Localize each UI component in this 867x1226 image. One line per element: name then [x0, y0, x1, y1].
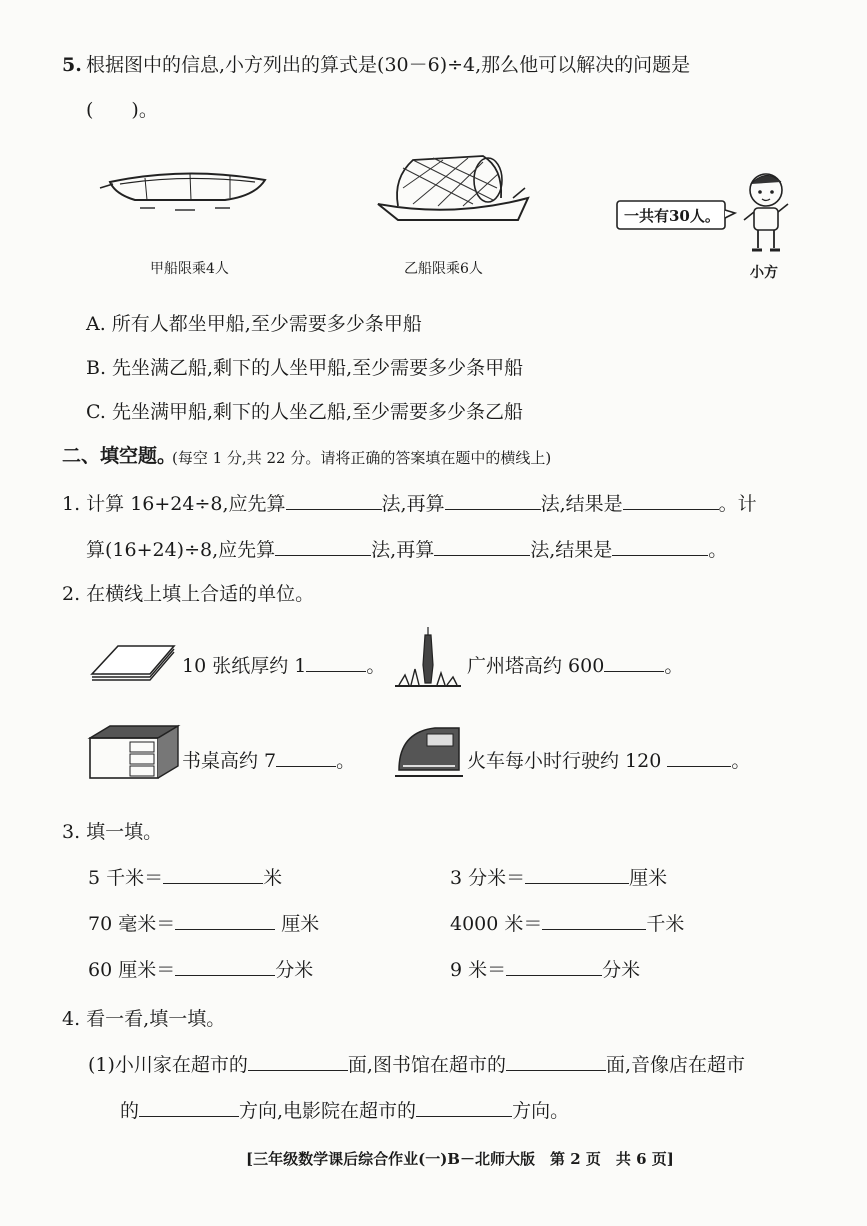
q4-line2: 的 方向,电影院在超市的 方向。 [120, 1100, 570, 1122]
paper-stack-icon [88, 640, 178, 682]
q3-blank-6[interactable] [506, 957, 602, 976]
q3-row3-right: 9 米＝ 分米 [450, 959, 641, 981]
desk-icon [88, 724, 180, 782]
q1-blank-1[interactable] [286, 491, 382, 510]
q1-line1: 1. 计算 16+24÷8,应先算 法,再算 法,结果是 。计 [62, 493, 757, 515]
q2-blank-paper[interactable] [306, 653, 366, 672]
q1-line2: 算(16+24)÷8,应先算 法,再算 法,结果是 。 [86, 539, 728, 561]
q3-row2-right: 4000 米＝ 千米 [450, 913, 685, 935]
q2-title: 2. 在横线上填上合适的单位。 [62, 583, 315, 605]
q5-answer-paren: ( )。 [86, 99, 158, 121]
q5-option-a[interactable]: A. 所有人都坐甲船,至少需要多少条甲船 [86, 313, 422, 335]
q5-number: 5. [62, 54, 82, 76]
q4-blank-1[interactable] [248, 1052, 348, 1071]
q2-tower: 广州塔高约 600 。 [467, 655, 684, 677]
q3-row2-left: 70 毫米＝ 厘米 [88, 913, 320, 935]
tower-icon [395, 625, 461, 689]
boat-b-label: 乙船限乘6人 [404, 261, 483, 277]
q5-option-b[interactable]: B. 先坐满乙船,剩下的人坐甲船,至少需要多少条甲船 [86, 357, 524, 379]
q2-blank-desk[interactable] [276, 748, 336, 767]
q5-option-c[interactable]: C. 先坐满甲船,剩下的人坐乙船,至少需要多少条乙船 [86, 401, 524, 423]
q3-blank-4[interactable] [542, 911, 646, 930]
page-footer: [三年级数学课后综合作业(一)B－北师大版 第 2 页 共 6 页] [246, 1150, 674, 1168]
q4-blank-3[interactable] [139, 1098, 239, 1117]
boat-b-image [373, 148, 533, 228]
kid-icon [738, 168, 798, 260]
q2-blank-train[interactable] [667, 748, 731, 767]
q1-blank-5[interactable] [434, 537, 530, 556]
kid-name: 小方 [750, 265, 778, 281]
q3-blank-1[interactable] [163, 865, 263, 884]
q4-title: 4. 看一看,填一填。 [62, 1008, 226, 1030]
q4-blank-4[interactable] [416, 1098, 512, 1117]
section2-note: (每空 1 分,共 22 分。请将正确的答案填在题中的横线上) [172, 449, 552, 467]
q3-blank-5[interactable] [175, 957, 275, 976]
q4-line1: (1)小川家在超市的 面,图书馆在超市的 面,音像店在超市 [88, 1054, 746, 1076]
section2-heading: 二、填空题。 [62, 445, 177, 467]
q1-blank-6[interactable] [612, 537, 708, 556]
q3-row1-left: 5 千米＝ 米 [88, 867, 283, 889]
q3-title: 3. 填一填。 [62, 821, 163, 843]
speech-text: 一共有30人。 [624, 207, 720, 225]
q1-blank-4[interactable] [275, 537, 371, 556]
q3-row1-right: 3 分米＝ 厘米 [450, 867, 668, 889]
q4-blank-2[interactable] [506, 1052, 606, 1071]
q1-blank-2[interactable] [445, 491, 541, 510]
q2-paper: 10 张纸厚约 1 。 [182, 655, 386, 677]
train-icon [395, 722, 463, 780]
boat-a-image [95, 160, 275, 215]
q2-blank-tower[interactable] [604, 653, 664, 672]
q5-stem: 根据图中的信息,小方列出的算式是(30－6)÷4,那么他可以解决的问题是 [86, 54, 691, 76]
q3-row3-left: 60 厘米＝ 分米 [88, 959, 314, 981]
q2-desk: 书桌高约 7 。 [182, 750, 356, 772]
q1-blank-3[interactable] [623, 491, 719, 510]
q2-train: 火车每小时行驶约 120 。 [467, 750, 751, 772]
q3-blank-2[interactable] [525, 865, 629, 884]
q3-blank-3[interactable] [175, 911, 275, 930]
boat-a-label: 甲船限乘4人 [150, 261, 229, 277]
